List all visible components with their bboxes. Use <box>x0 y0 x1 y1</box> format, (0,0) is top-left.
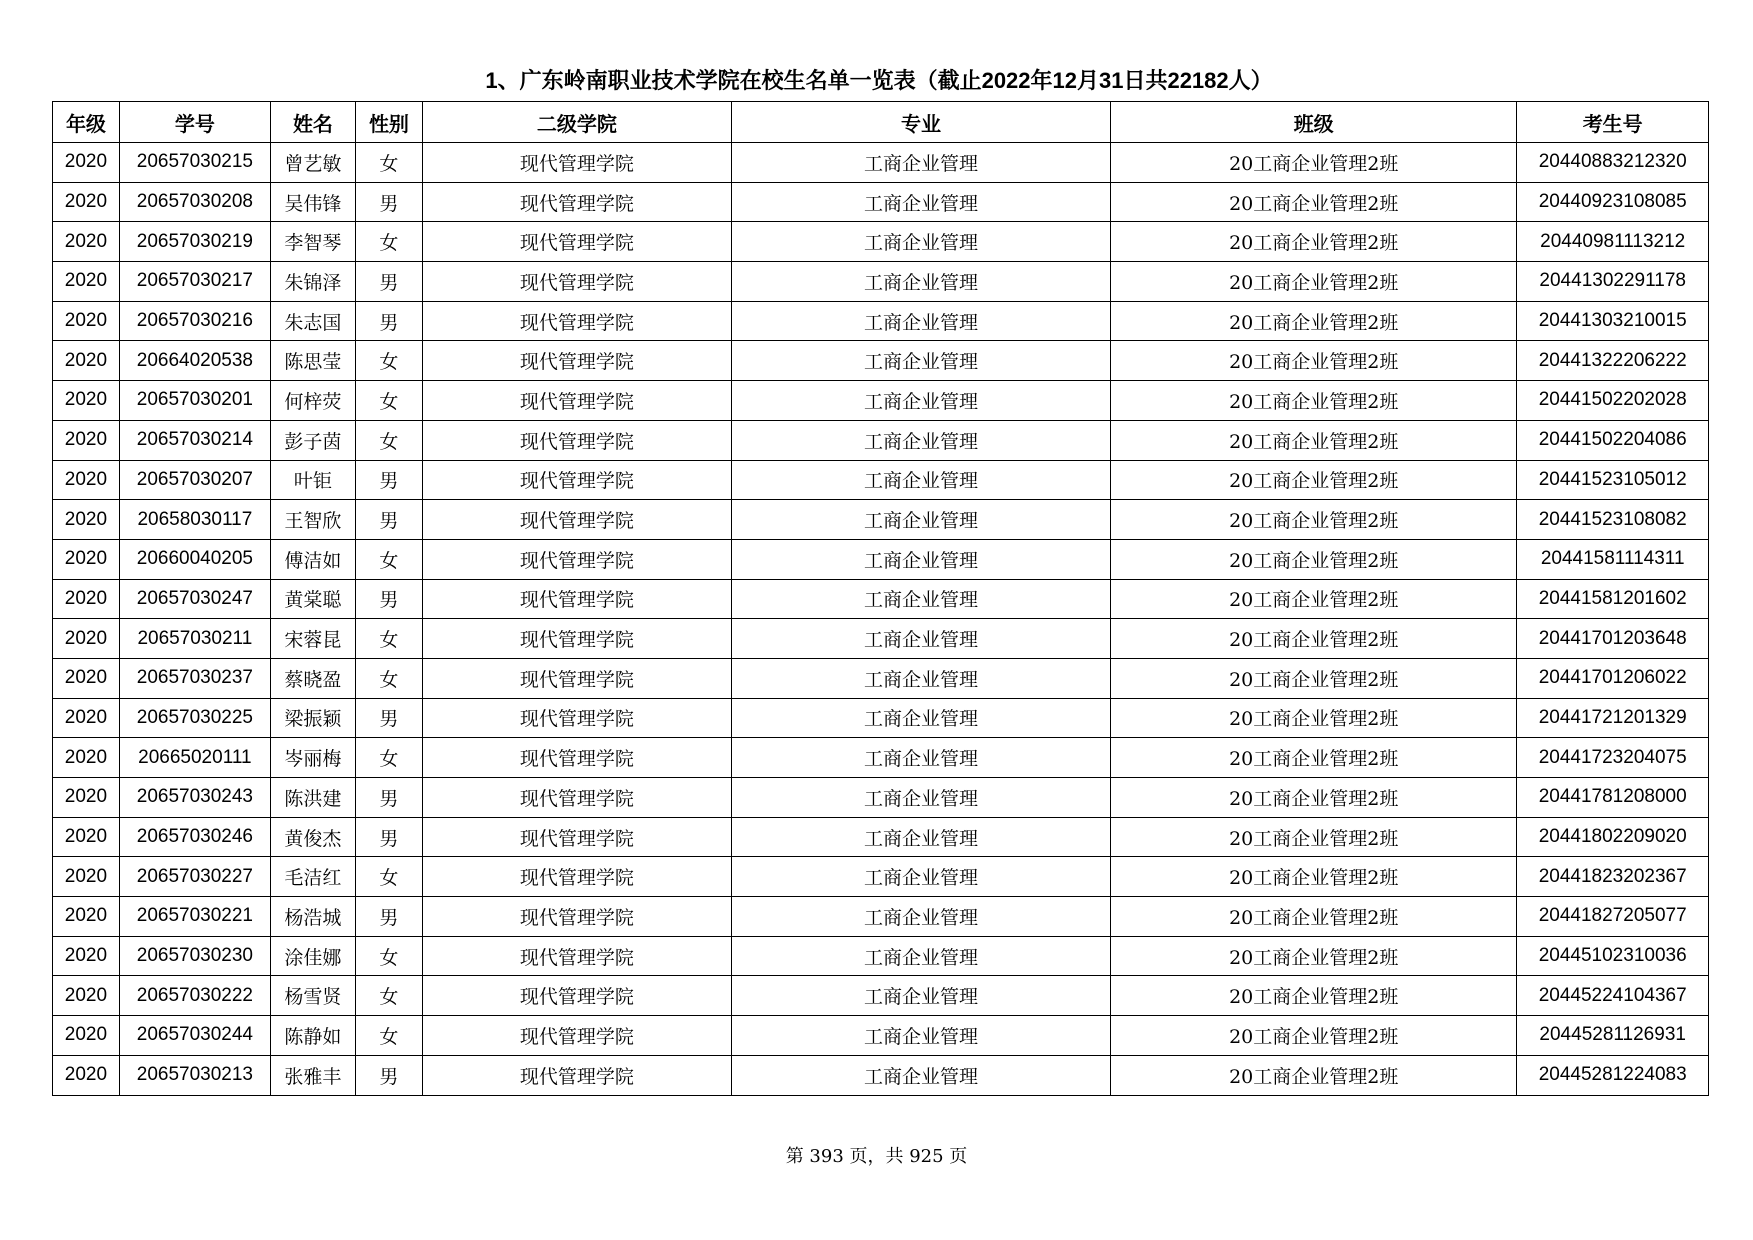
table-row <box>53 182 1709 222</box>
major-cell: 工商企业管理 <box>731 420 1110 460</box>
class-cell: 20工商企业管理2班 <box>1111 381 1517 421</box>
name-cell: 陈洪建 <box>270 778 355 818</box>
exam-number-cell: 20441823202367 <box>1517 857 1709 897</box>
exam-number-cell: 20441303210015 <box>1517 301 1709 341</box>
grade-cell: 2020 <box>53 301 120 341</box>
class-cell: 20工商企业管理2班 <box>1111 262 1517 302</box>
college-cell: 现代管理学院 <box>422 698 731 738</box>
major-cell: 工商企业管理 <box>731 1016 1110 1056</box>
class-cell: 20工商企业管理2班 <box>1111 222 1517 262</box>
college-cell: 现代管理学院 <box>422 500 731 540</box>
name-cell: 吴伟锋 <box>270 182 355 222</box>
column-header-grade: 年级 <box>53 102 120 143</box>
exam-number-cell: 20441781208000 <box>1517 778 1709 818</box>
name-cell: 陈思莹 <box>270 341 355 381</box>
college-cell: 现代管理学院 <box>422 460 731 500</box>
student-id-cell: 20657030207 <box>119 460 270 500</box>
gender-cell: 男 <box>356 1055 423 1095</box>
class-cell: 20工商企业管理2班 <box>1111 539 1517 579</box>
college-cell: 现代管理学院 <box>422 262 731 302</box>
exam-number-cell: 20441723204075 <box>1517 738 1709 778</box>
exam-number-cell: 20441581201602 <box>1517 579 1709 619</box>
name-cell: 张雅丰 <box>270 1055 355 1095</box>
name-cell: 朱志国 <box>270 301 355 341</box>
grade-cell: 2020 <box>53 381 120 421</box>
exam-number-cell: 20445224104367 <box>1517 976 1709 1016</box>
page-footer: 第 393 页，共 925 页 <box>785 1146 968 1167</box>
name-cell: 朱锦泽 <box>270 262 355 302</box>
grade-cell: 2020 <box>53 222 120 262</box>
student-id-cell: 20657030213 <box>119 1055 270 1095</box>
major-cell: 工商企业管理 <box>731 262 1110 302</box>
table-row <box>53 698 1709 738</box>
student-id-cell: 20657030225 <box>119 698 270 738</box>
student-id-cell: 20660040205 <box>119 539 270 579</box>
major-cell: 工商企业管理 <box>731 658 1110 698</box>
class-cell: 20工商企业管理2班 <box>1111 658 1517 698</box>
exam-number-cell: 20441827205077 <box>1517 897 1709 937</box>
exam-number-cell: 20441581114311 <box>1517 539 1709 579</box>
college-cell: 现代管理学院 <box>422 658 731 698</box>
exam-number-cell: 20441502204086 <box>1517 420 1709 460</box>
grade-cell: 2020 <box>53 738 120 778</box>
major-cell: 工商企业管理 <box>731 341 1110 381</box>
exam-number-cell: 20441523105012 <box>1517 460 1709 500</box>
class-cell: 20工商企业管理2班 <box>1111 460 1517 500</box>
grade-cell: 2020 <box>53 262 120 302</box>
student-id-cell: 20657030219 <box>119 222 270 262</box>
gender-cell: 男 <box>356 460 423 500</box>
column-header-student-id: 学号 <box>119 102 270 143</box>
table-row <box>53 222 1709 262</box>
gender-cell: 女 <box>356 1016 423 1056</box>
college-cell: 现代管理学院 <box>422 936 731 976</box>
college-cell: 现代管理学院 <box>422 381 731 421</box>
exam-number-cell: 20445281224083 <box>1517 1055 1709 1095</box>
class-cell: 20工商企业管理2班 <box>1111 182 1517 222</box>
major-cell: 工商企业管理 <box>731 381 1110 421</box>
column-header-class: 班级 <box>1111 102 1517 143</box>
student-id-cell: 20657030215 <box>119 143 270 183</box>
gender-cell: 女 <box>356 936 423 976</box>
class-cell: 20工商企业管理2班 <box>1111 778 1517 818</box>
student-id-cell: 20657030216 <box>119 301 270 341</box>
grade-cell: 2020 <box>53 143 120 183</box>
gender-cell: 男 <box>356 897 423 937</box>
gender-cell: 男 <box>356 579 423 619</box>
college-cell: 现代管理学院 <box>422 1016 731 1056</box>
student-id-cell: 20657030222 <box>119 976 270 1016</box>
gender-cell: 男 <box>356 500 423 540</box>
gender-cell: 女 <box>356 976 423 1016</box>
table-row <box>53 738 1709 778</box>
grade-cell: 2020 <box>53 1055 120 1095</box>
gender-cell: 男 <box>356 182 423 222</box>
name-cell: 黄俊杰 <box>270 817 355 857</box>
name-cell: 叶钜 <box>270 460 355 500</box>
class-cell: 20工商企业管理2班 <box>1111 698 1517 738</box>
name-cell: 杨浩城 <box>270 897 355 937</box>
table-row <box>53 381 1709 421</box>
name-cell: 宋蓉昆 <box>270 619 355 659</box>
name-cell: 杨雪贤 <box>270 976 355 1016</box>
grade-cell: 2020 <box>53 936 120 976</box>
name-cell: 何梓荧 <box>270 381 355 421</box>
gender-cell: 女 <box>356 381 423 421</box>
exam-number-cell: 20441523108082 <box>1517 500 1709 540</box>
student-id-cell: 20664020538 <box>119 341 270 381</box>
college-cell: 现代管理学院 <box>422 222 731 262</box>
major-cell: 工商企业管理 <box>731 738 1110 778</box>
class-cell: 20工商企业管理2班 <box>1111 976 1517 1016</box>
major-cell: 工商企业管理 <box>731 182 1110 222</box>
name-cell: 黄棠聪 <box>270 579 355 619</box>
name-cell: 毛洁红 <box>270 857 355 897</box>
class-cell: 20工商企业管理2班 <box>1111 936 1517 976</box>
exam-number-cell: 20441701206022 <box>1517 658 1709 698</box>
major-cell: 工商企业管理 <box>731 143 1110 183</box>
student-id-cell: 20657030214 <box>119 420 270 460</box>
grade-cell: 2020 <box>53 420 120 460</box>
table-row <box>53 817 1709 857</box>
table-row <box>53 857 1709 897</box>
table-row <box>53 1055 1709 1095</box>
major-cell: 工商企业管理 <box>731 936 1110 976</box>
table-row <box>53 778 1709 818</box>
major-cell: 工商企业管理 <box>731 579 1110 619</box>
grade-cell: 2020 <box>53 619 120 659</box>
name-cell: 傅洁如 <box>270 539 355 579</box>
college-cell: 现代管理学院 <box>422 897 731 937</box>
table-row <box>53 539 1709 579</box>
name-cell: 曾艺敏 <box>270 143 355 183</box>
class-cell: 20工商企业管理2班 <box>1111 817 1517 857</box>
name-cell: 李智琴 <box>270 222 355 262</box>
name-cell: 王智欣 <box>270 500 355 540</box>
major-cell: 工商企业管理 <box>731 976 1110 1016</box>
college-cell: 现代管理学院 <box>422 579 731 619</box>
major-cell: 工商企业管理 <box>731 817 1110 857</box>
gender-cell: 女 <box>356 420 423 460</box>
student-roster-table <box>52 101 1709 1096</box>
table-row <box>53 341 1709 381</box>
table-row <box>53 897 1709 937</box>
college-cell: 现代管理学院 <box>422 857 731 897</box>
table-row <box>53 301 1709 341</box>
table-row <box>53 658 1709 698</box>
exam-number-cell: 20441701203648 <box>1517 619 1709 659</box>
major-cell: 工商企业管理 <box>731 460 1110 500</box>
grade-cell: 2020 <box>53 778 120 818</box>
table-row <box>53 619 1709 659</box>
gender-cell: 男 <box>356 262 423 302</box>
major-cell: 工商企业管理 <box>731 857 1110 897</box>
student-id-cell: 20658030117 <box>119 500 270 540</box>
gender-cell: 女 <box>356 619 423 659</box>
exam-number-cell: 20445281126931 <box>1517 1016 1709 1056</box>
table-header-row <box>53 102 1709 143</box>
student-id-cell: 20657030247 <box>119 579 270 619</box>
major-cell: 工商企业管理 <box>731 698 1110 738</box>
column-header-name: 姓名 <box>270 102 355 143</box>
table-row <box>53 936 1709 976</box>
table-row <box>53 579 1709 619</box>
class-cell: 20工商企业管理2班 <box>1111 579 1517 619</box>
exam-number-cell: 20441502202028 <box>1517 381 1709 421</box>
college-cell: 现代管理学院 <box>422 420 731 460</box>
grade-cell: 2020 <box>53 579 120 619</box>
grade-cell: 2020 <box>53 182 120 222</box>
class-cell: 20工商企业管理2班 <box>1111 143 1517 183</box>
college-cell: 现代管理学院 <box>422 817 731 857</box>
gender-cell: 男 <box>356 817 423 857</box>
gender-cell: 男 <box>356 301 423 341</box>
gender-cell: 男 <box>356 698 423 738</box>
class-cell: 20工商企业管理2班 <box>1111 1055 1517 1095</box>
name-cell: 涂佳娜 <box>270 936 355 976</box>
gender-cell: 女 <box>356 143 423 183</box>
table-row <box>53 976 1709 1016</box>
student-id-cell: 20657030246 <box>119 817 270 857</box>
college-cell: 现代管理学院 <box>422 182 731 222</box>
college-cell: 现代管理学院 <box>422 301 731 341</box>
name-cell: 岑丽梅 <box>270 738 355 778</box>
page-title: 1、广东岭南职业技术学院在校生名单一览表（截止2022年12月31日共22182人） <box>485 68 1273 93</box>
column-header-college: 二级学院 <box>422 102 731 143</box>
grade-cell: 2020 <box>53 500 120 540</box>
major-cell: 工商企业管理 <box>731 778 1110 818</box>
exam-number-cell: 20441322206222 <box>1517 341 1709 381</box>
grade-cell: 2020 <box>53 698 120 738</box>
gender-cell: 女 <box>356 341 423 381</box>
gender-cell: 男 <box>356 778 423 818</box>
student-id-cell: 20657030244 <box>119 1016 270 1056</box>
college-cell: 现代管理学院 <box>422 976 731 1016</box>
exam-number-cell: 20441302291178 <box>1517 262 1709 302</box>
table-row <box>53 500 1709 540</box>
gender-cell: 女 <box>356 539 423 579</box>
college-cell: 现代管理学院 <box>422 539 731 579</box>
class-cell: 20工商企业管理2班 <box>1111 500 1517 540</box>
class-cell: 20工商企业管理2班 <box>1111 897 1517 937</box>
major-cell: 工商企业管理 <box>731 539 1110 579</box>
table-row <box>53 420 1709 460</box>
class-cell: 20工商企业管理2班 <box>1111 738 1517 778</box>
table-row <box>53 262 1709 302</box>
column-header-major: 专业 <box>731 102 1110 143</box>
major-cell: 工商企业管理 <box>731 619 1110 659</box>
college-cell: 现代管理学院 <box>422 619 731 659</box>
gender-cell: 女 <box>356 658 423 698</box>
student-id-cell: 20657030208 <box>119 182 270 222</box>
college-cell: 现代管理学院 <box>422 143 731 183</box>
student-id-cell: 20657030217 <box>119 262 270 302</box>
major-cell: 工商企业管理 <box>731 301 1110 341</box>
college-cell: 现代管理学院 <box>422 1055 731 1095</box>
college-cell: 现代管理学院 <box>422 341 731 381</box>
grade-cell: 2020 <box>53 658 120 698</box>
table-row <box>53 143 1709 183</box>
exam-number-cell: 20440883212320 <box>1517 143 1709 183</box>
student-id-cell: 20657030221 <box>119 897 270 937</box>
gender-cell: 女 <box>356 857 423 897</box>
student-id-cell: 20657030243 <box>119 778 270 818</box>
grade-cell: 2020 <box>53 539 120 579</box>
grade-cell: 2020 <box>53 341 120 381</box>
table-row <box>53 460 1709 500</box>
table-row <box>53 1016 1709 1056</box>
student-id-cell: 20665020111 <box>119 738 270 778</box>
major-cell: 工商企业管理 <box>731 222 1110 262</box>
name-cell: 蔡晓盈 <box>270 658 355 698</box>
student-id-cell: 20657030227 <box>119 857 270 897</box>
student-id-cell: 20657030237 <box>119 658 270 698</box>
student-id-cell: 20657030211 <box>119 619 270 659</box>
exam-number-cell: 20441721201329 <box>1517 698 1709 738</box>
column-header-gender: 性别 <box>356 102 423 143</box>
column-header-exam-number: 考生号 <box>1517 102 1709 143</box>
class-cell: 20工商企业管理2班 <box>1111 1016 1517 1056</box>
grade-cell: 2020 <box>53 460 120 500</box>
class-cell: 20工商企业管理2班 <box>1111 301 1517 341</box>
class-cell: 20工商企业管理2班 <box>1111 857 1517 897</box>
grade-cell: 2020 <box>53 817 120 857</box>
student-id-cell: 20657030201 <box>119 381 270 421</box>
class-cell: 20工商企业管理2班 <box>1111 341 1517 381</box>
class-cell: 20工商企业管理2班 <box>1111 619 1517 659</box>
college-cell: 现代管理学院 <box>422 778 731 818</box>
major-cell: 工商企业管理 <box>731 1055 1110 1095</box>
exam-number-cell: 20445102310036 <box>1517 936 1709 976</box>
major-cell: 工商企业管理 <box>731 500 1110 540</box>
grade-cell: 2020 <box>53 857 120 897</box>
grade-cell: 2020 <box>53 1016 120 1056</box>
grade-cell: 2020 <box>53 897 120 937</box>
college-cell: 现代管理学院 <box>422 738 731 778</box>
name-cell: 彭子茵 <box>270 420 355 460</box>
gender-cell: 女 <box>356 222 423 262</box>
table-body <box>53 143 1709 1096</box>
exam-number-cell: 20441802209020 <box>1517 817 1709 857</box>
name-cell: 陈静如 <box>270 1016 355 1056</box>
exam-number-cell: 20440981113212 <box>1517 222 1709 262</box>
grade-cell: 2020 <box>53 976 120 1016</box>
major-cell: 工商企业管理 <box>731 897 1110 937</box>
exam-number-cell: 20440923108085 <box>1517 182 1709 222</box>
class-cell: 20工商企业管理2班 <box>1111 420 1517 460</box>
student-id-cell: 20657030230 <box>119 936 270 976</box>
gender-cell: 女 <box>356 738 423 778</box>
name-cell: 梁振颖 <box>270 698 355 738</box>
